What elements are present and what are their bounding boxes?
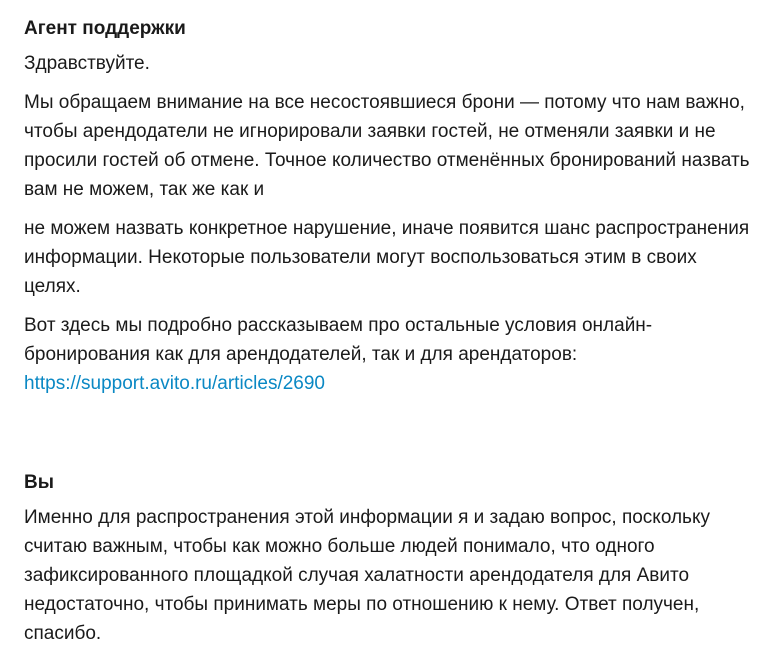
agent-sender-name: Агент поддержки [24,18,186,39]
agent-paragraph-1: Мы обращаем внимание на все несостоявшиеся брони — потому что нам важно, чтобы арендодатели не игнорировали заявки гостей, не отменяли заявки и не просили гостей об отмене. Точное количество отменённых бронирований назвать вам не можем, так же как и [24,92,750,200]
agent-message [24,0,757,398]
user-message [24,408,757,648]
user-message-text: Именно для распространения этой информации я и задаю вопрос, поскольку считаю важным, чтобы как можно больше людей понимало, что одного зафиксированного площадкой случая халатности арендодателя для Авито недостаточно, чтобы принимать меры по отношению к нему. Ответ получен, спасибо. [24,507,710,644]
agent-paragraph-3 [24,311,757,398]
agent-paragraph-2: не можем назвать конкретное нарушение, иначе появится шанс распространения информации. Некоторые пользователи могут воспользоваться этим в своих целях. [24,218,750,297]
agent-greeting: Здравствуйте. [24,53,150,74]
agent-paragraph-3-text: Вот здесь мы подробно рассказываем про остальные условия онлайн-бронирования как для арендодателей, так и для арендаторов: [24,315,653,365]
user-sender-name: Вы [24,472,54,493]
support-article-link[interactable]: https://support.avito.ru/articles/2690 [24,373,325,394]
